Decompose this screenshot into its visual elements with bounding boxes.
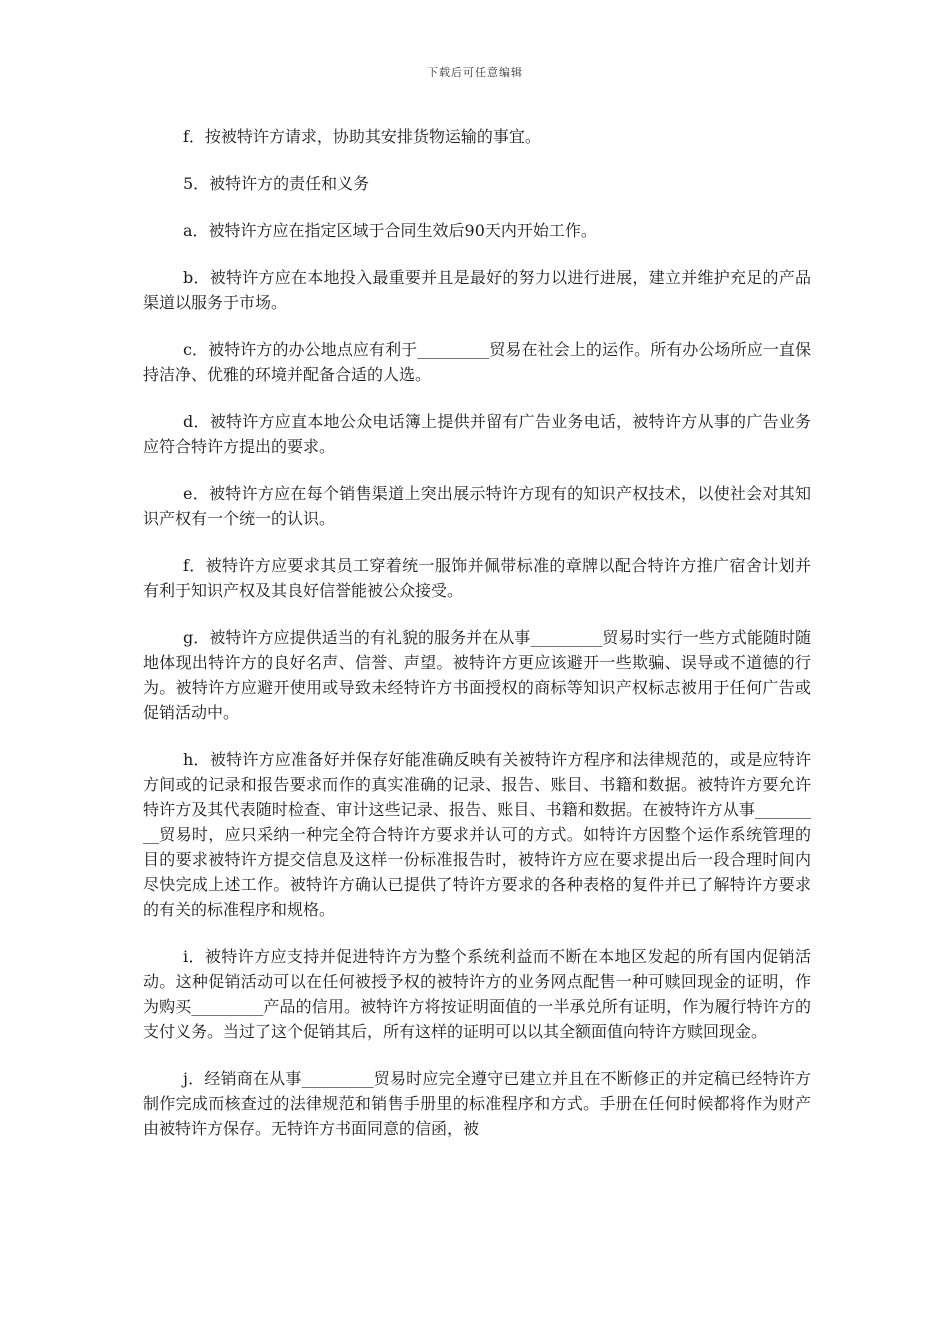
- paragraph-f: f．被特许方应要求其员工穿着统一服饰并佩带标准的章牌以配合特许方推广宿舍计划并有利于知识产权及其良好信誉能被公众接受。: [143, 556, 811, 600]
- paragraph-e: e．被特许方应在每个销售渠道上突出展示特许方现有的知识产权技术，以使社会对其知识产权有一个统一的认识。: [143, 484, 811, 528]
- section-heading-5: 5．被特许方的责任和义务: [183, 174, 370, 193]
- paragraph-j: j．经销商在从事_________贸易时应完全遵守已建立并且在不断修正的并定稿已经特许方制作完成而核查过的法律规范和销售手册里的标准程序和方式。手册在任何时候都将作为财产由被特许方保存。无特许方书面同意的信函，被: [143, 1069, 811, 1138]
- header-note: 下载后可任意编辑: [427, 66, 523, 79]
- document-body: [143, 124, 811, 1163]
- paragraph-a: a．被特许方应在指定区域于合同生效后90天内开始工作。: [183, 221, 597, 240]
- paragraph-g: g．被特许方应提供适当的有礼貌的服务并在从事_________贸易时实行一些方式能随时随地体现出特许方的良好名声、信誉、声望。被特许方更应该避开一些欺骗、误导或不道德的行为。被特许方应避开使用或导致未经特许方书面授权的商标等知识产权标志被用于任何广告或促销活动中。: [143, 628, 811, 722]
- paragraph-b: b．被特许方应在本地投入最重要并且是最好的努力以进行进展，建立并维护充足的产品渠道以服务于市场。: [143, 268, 811, 312]
- paragraph-h: h．被特许方应准备好并保存好能准确反映有关被特许方程序和法律规范的，或是应特许方间或的记录和报告要求而作的真实准确的记录、报告、账目、书籍和数据。被特许方要允许特许方及其代表随时检查、审计这些记录、报告、账目、书籍和数据。在被特许方从事_________贸易时，应只采纳一种完全符合特许方要求并认可的方式。如特许方因整个运作系统管理的目的要求被特许方提交信息及这样一份标准报告时，被特许方应在要求提出后一段合理时间内尽快完成上述工作。被特许方确认已提供了特许方要求的各种表格的复件并已了解特许方要求的有关的标准程序和规格。: [143, 750, 811, 919]
- paragraph-i: i．被特许方应支持并促进特许方为整个系统利益而不断在本地区发起的所有国内促销活动。这种促销活动可以在任何被授予权的被特许方的业务网点配售一种可赎回现金的证明，作为购买_________产品的信用。被特许方将按证明面值的一半承兑所有证明，作为履行特许方的支付义务。当过了这个促销其后，所有这样的证明可以以其全额面值向特许方赎回现金。: [143, 947, 811, 1041]
- paragraph-c: c．被特许方的办公地点应有利于_________贸易在社会上的运作。所有办公场所应一直保持洁净、优雅的环境并配备合适的人选。: [143, 340, 811, 384]
- paragraph-f-transport: f．按被特许方请求，协助其安排货物运输的事宜。: [183, 127, 541, 146]
- paragraph-d: d．被特许方应直本地公众电话簿上提供并留有广告业务电话，被特许方从事的广告业务应符合特许方提出的要求。: [143, 412, 811, 456]
